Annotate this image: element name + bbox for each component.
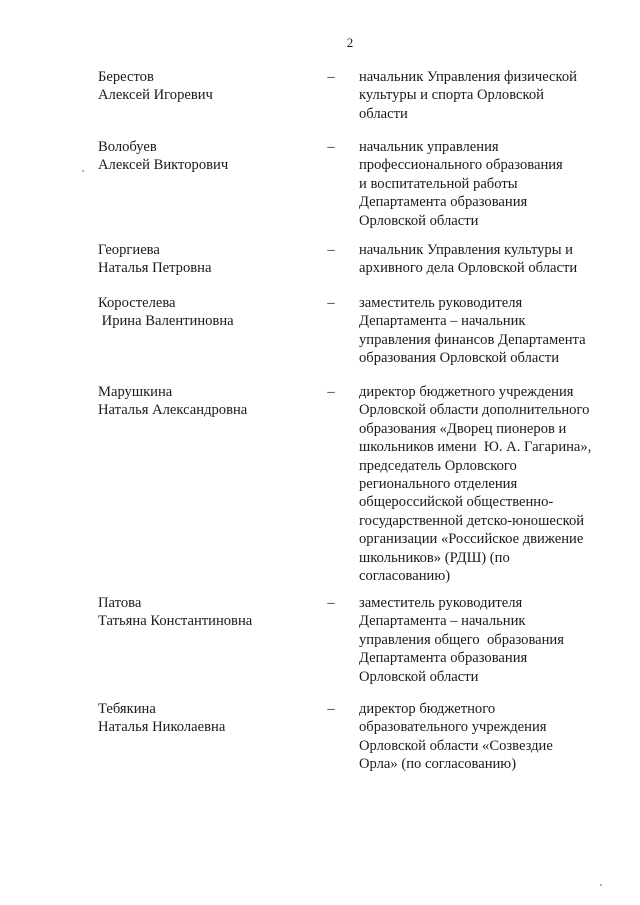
role-line: государственной детско-юношеской: [359, 512, 585, 529]
member-role: [359, 383, 609, 585]
role-line: области: [359, 105, 408, 122]
role-line: образовательного учреждения: [359, 719, 547, 736]
role-line: архивного дела Орловской области: [359, 260, 578, 277]
member-name: [98, 138, 318, 175]
member-given-names: Алексей Викторович: [98, 157, 229, 174]
member-given-names: Наталья Александровна: [98, 402, 248, 419]
role-line: председатель Орловского: [359, 457, 517, 474]
member-surname: Волобуев: [98, 139, 157, 155]
member-role: [359, 294, 609, 368]
member-name: [98, 594, 318, 631]
separator-dash: –: [327, 384, 335, 400]
role-line: школьников» (РДШ) (по: [359, 549, 510, 566]
role-line: культуры и спорта Орловской: [359, 87, 544, 104]
role-line: управления финансов Департамента: [359, 331, 586, 348]
member-role: [359, 68, 609, 123]
member-role: [359, 594, 609, 686]
separator-dash: –: [327, 295, 335, 311]
role-line: регионального отделения: [359, 476, 518, 493]
member-role: [359, 700, 609, 774]
role-line: общероссийской общественно-: [359, 494, 554, 511]
separator-dash: –: [327, 595, 335, 611]
role-line: Департамента образования: [359, 650, 528, 667]
page-number: 2: [346, 35, 354, 50]
role-line: школьников имени Ю. А. Гагарина»,: [359, 439, 592, 456]
role-line: образования Орловской области: [359, 350, 560, 367]
role-line: Орловской области: [359, 212, 479, 229]
role-line: образования «Дворец пионеров и: [359, 420, 567, 437]
role-line: согласованию): [359, 568, 451, 585]
role-line: начальник управления: [359, 139, 499, 155]
separator-dash: –: [327, 701, 335, 717]
member-role: [359, 138, 609, 230]
role-line: директор бюджетного учреждения: [359, 384, 574, 400]
member-name: [98, 294, 318, 331]
role-line: Орловской области «Созвездие: [359, 737, 553, 754]
role-line: профессионального образования: [359, 157, 563, 174]
role-line: заместитель руководителя: [359, 595, 523, 611]
scan-speck: [600, 884, 602, 886]
member-surname: Марушкина: [98, 384, 173, 400]
role-line: Орла» (по согласованию): [359, 756, 517, 773]
member-name: [98, 700, 318, 737]
separator-dash: –: [327, 69, 335, 85]
role-line: управления общего образования: [359, 631, 564, 648]
member-surname: Георгиева: [98, 242, 160, 258]
role-line: Департамента – начальник: [359, 313, 526, 330]
member-surname: Тебякина: [98, 701, 156, 717]
member-name: [98, 383, 318, 420]
member-surname: Патова: [98, 595, 142, 611]
member-name: [98, 68, 318, 105]
role-line: начальник Управления физической: [359, 69, 577, 85]
member-given-names: Ирина Валентиновна: [98, 313, 234, 330]
role-line: начальник Управления культуры и: [359, 242, 573, 258]
member-name: [98, 241, 318, 278]
role-line: Орловской области: [359, 668, 479, 685]
separator-dash: –: [327, 242, 335, 258]
role-line: Департамента образования: [359, 194, 528, 211]
member-role: [359, 241, 609, 278]
scan-speck: [82, 170, 84, 172]
member-surname: Коростелева: [98, 295, 176, 311]
member-given-names: Наталья Петровна: [98, 260, 212, 277]
role-line: и воспитательной работы: [359, 175, 518, 192]
member-given-names: Татьяна Константиновна: [98, 613, 253, 630]
member-surname: Берестов: [98, 69, 154, 85]
role-line: Орловской области дополнительного: [359, 402, 590, 419]
member-given-names: Наталья Николаевна: [98, 719, 226, 736]
role-line: заместитель руководителя: [359, 295, 523, 311]
separator-dash: –: [327, 139, 335, 155]
member-given-names: Алексей Игоревич: [98, 87, 213, 104]
role-line: организации «Российское движение: [359, 531, 584, 548]
role-line: директор бюджетного: [359, 701, 496, 717]
role-line: Департамента – начальник: [359, 613, 526, 630]
